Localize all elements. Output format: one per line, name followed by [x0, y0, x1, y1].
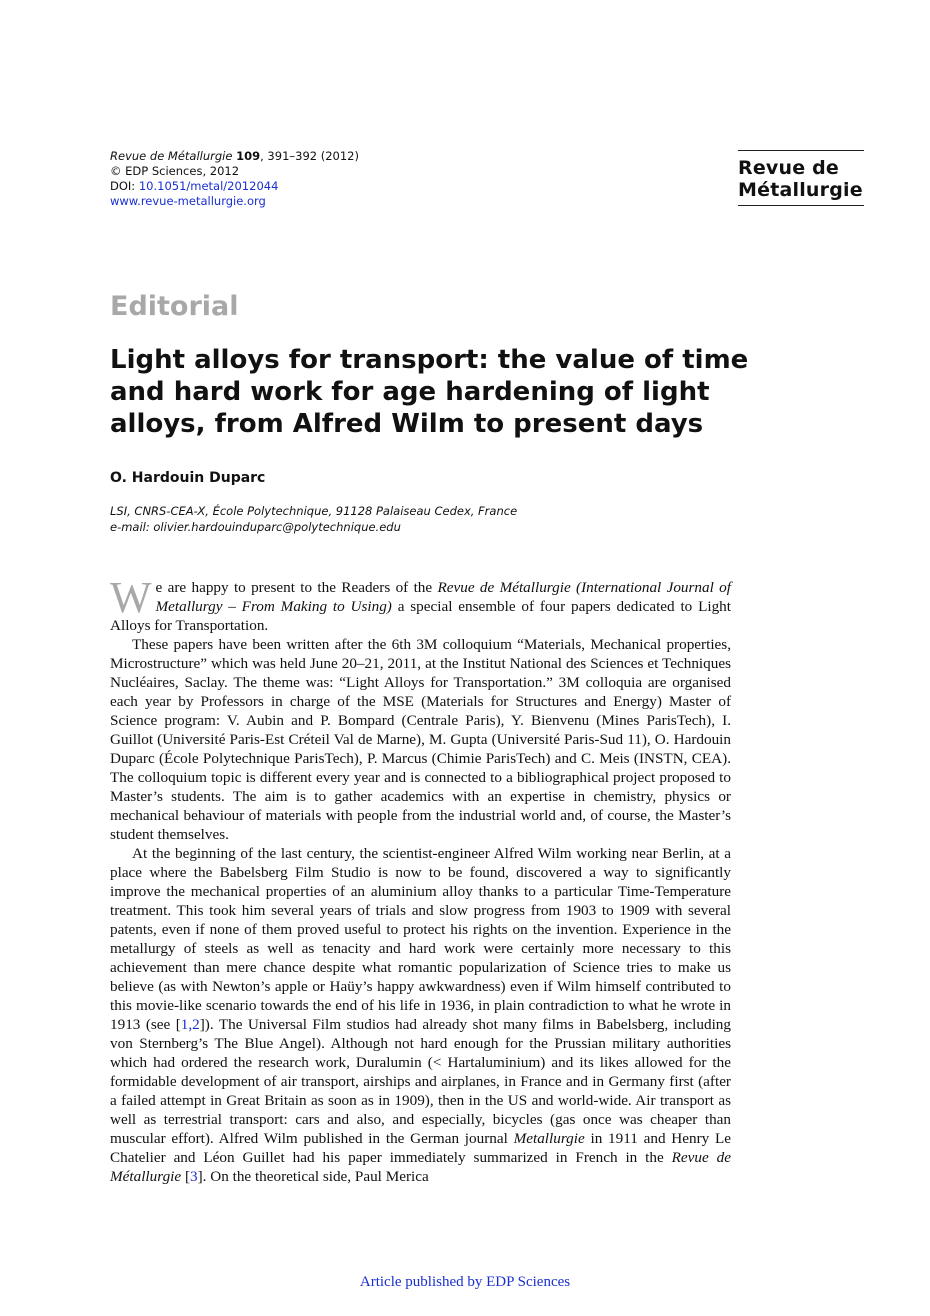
volume-number: 109: [236, 149, 261, 163]
drop-cap: W: [110, 573, 152, 622]
journal-logo: [738, 150, 864, 206]
author-name: O. Hardouin Duparc: [110, 470, 266, 486]
text-run: e are happy to present to the Readers of the: [155, 579, 438, 596]
doi-label: DOI:: [110, 179, 139, 193]
journal-name: Revue de Métallurgie: [110, 149, 233, 163]
pages-year: , 391–392 (2012): [260, 149, 359, 163]
doi-line: [110, 179, 359, 194]
affiliation: LSI, CNRS-CEA-X, École Polytechnique, 91128 Palaiseau Cedex, France: [110, 504, 518, 518]
citation-ref-3[interactable]: 3: [190, 1168, 198, 1185]
text-run: in 1911 and Henry Le Chatelier and Léon Guillet had his paper immediately summarized in French in the: [110, 1130, 732, 1166]
paragraph-1: [110, 573, 731, 635]
affiliation-block: [110, 503, 517, 535]
article-body: [110, 573, 732, 1186]
text-run: At the beginning of the last century, the scientist-engineer Alfred Wilm working near Berlin, at a place where the Babelsberg Film Studio is now to be found, discovered a way to significantly improve the mechanical properties of an aluminium alloy thanks to a particular Time-Temperature treatment. This took him several years of trials and slow progress from 1903 to 1909 with several patents, even if none of them proved useful to protect his rights on the invention. Experience in the metallurgy of steels as well as tenacity and hard work were certainly more necessary to this achievement than mere chance despite what romantic popularization of Science tries to make us believe (as with Newton’s apple or Haüy’s happy awkwardness) even if Wilm himself contributed to this movie-like scenario towards the end of his life in 1936, in plain contradiction to what he wrote in 1913 (see [: [110, 845, 731, 1033]
journal-name-italic: Revue de Métallurgie: [110, 1149, 731, 1185]
author-email: e-mail: olivier.hardouinduparc@polytechnique.edu: [110, 520, 401, 534]
paragraph-2: These papers have been written after the 6th 3M colloquium “Materials, Mechanical properties, Microstructure” which was held June 20–21, 2011, at the Institut National des Sciences et Techniques Nucléaires, Saclay. The theme was: “Light Alloys for Transportation.” 3M colloquia are organised each year by Professors in charge of the MSE (Materials for Structures and Energy) Master of Science program: V. Aubin and P. Bompard (Centrale Paris), Y. Bienvenu (Mines ParisTech), I. Guillot (Université Paris-Est Créteil Val de Marne), M. Gupta (Université Paris-Sud 11), O. Hardouin Duparc (École Polytechnique ParisTech), P. Marcus (Chimie ParisTech) and C. Meis (INSTN, CEA). The colloquium topic is different every year and is connected to a bibliographical project proposed to Master’s students. The aim is to gather academics with an expertise in chemistry, physics or mechanical behaviour of materials with people from the industrial world and, of course, the Master’s student themselves.: [110, 636, 731, 843]
paragraph-3: [110, 844, 731, 1186]
text-run: ]). The Universal Film studios had already shot many films in Babelsberg, including von Sternberg’s The Blue Angel). Although not hard enough for the Prussian military authorities which had ordered the research work, Duralumin (< Hartaluminium) and its likes allowed for the formidable development of air transport, airships and airplanes, in France and in Germany first (after a failed attempt in Great Britain as soon as in 1909), then in the US and world-wide. Air transport as well as terrestrial transport: cars and also, and especially, bicycles (gas once was cheaper than muscular effort). Alfred Wilm published in the German journal: [110, 1016, 731, 1147]
copyright-line: © EDP Sciences, 2012: [110, 164, 240, 178]
citation-ref-1-2[interactable]: 1,2: [180, 1016, 200, 1033]
journal-logo-line2: Métallurgie: [738, 179, 863, 201]
publisher-footer-link[interactable]: Article published by EDP Sciences: [359, 1274, 571, 1290]
text-run: ]. On the theoretical side, Paul Merica: [197, 1168, 429, 1185]
journal-name-italic: Revue de Métallurgie (International Journal of Metallurgy – From Making to Using): [155, 579, 731, 615]
citation-line: [110, 149, 359, 164]
article-title: Light alloys for transport: the value of time and hard work for age hardening of light alloys, from Alfred Wilm to present days: [110, 345, 749, 439]
journal-name-italic: Metallurgie: [513, 1130, 585, 1147]
website-link[interactable]: www.revue-metallurgie.org: [110, 194, 266, 208]
journal-citation-block: [110, 149, 359, 209]
section-label: Editorial: [110, 291, 239, 322]
text-run: [: [181, 1168, 190, 1185]
text-run: a special ensemble of four papers dedicated to Light Alloys for Transportation.: [110, 598, 731, 634]
journal-logo-line1: Revue de: [738, 157, 840, 179]
doi-link[interactable]: 10.1051/metal/2012044: [138, 179, 279, 193]
